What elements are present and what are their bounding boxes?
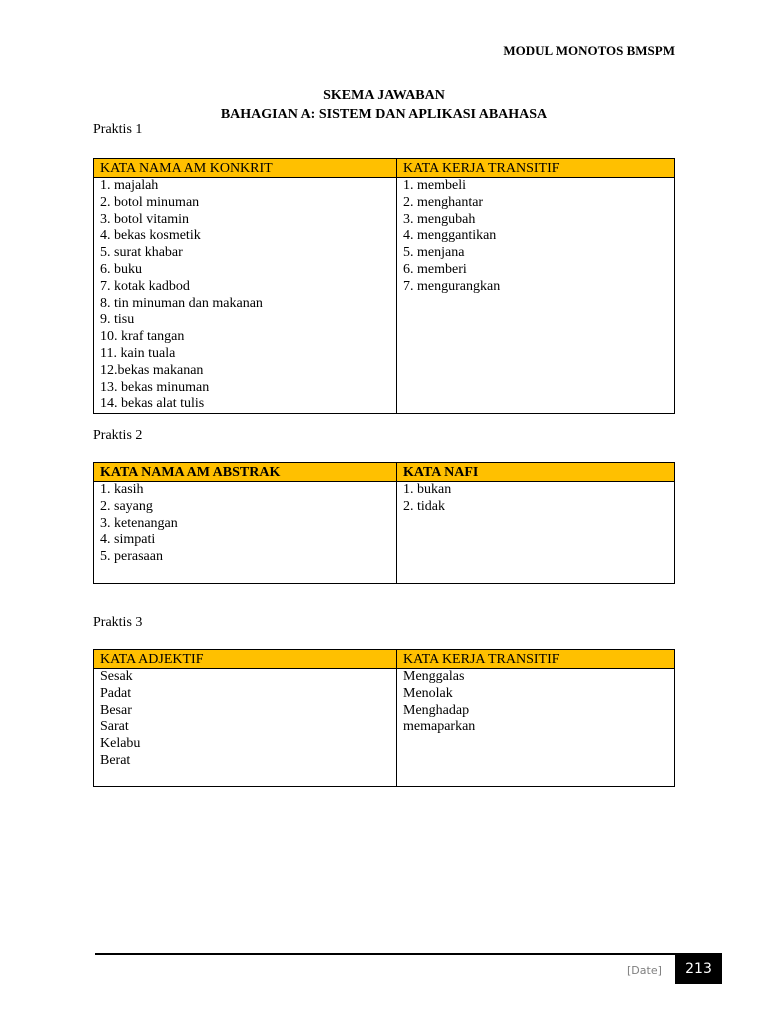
list-item: 6. memberi xyxy=(403,261,467,277)
list-item: 14. bekas alat tulis xyxy=(100,396,205,412)
column-header: KATA NAMA AM KONKRIT xyxy=(94,159,397,178)
scheme-title: SKEMA JAWABAN xyxy=(323,88,445,103)
list-item: 5. perasaan xyxy=(100,549,163,565)
practice-2-label: Praktis 2 xyxy=(93,428,143,443)
module-title: MODUL MONOTOS BMSPM xyxy=(503,43,675,58)
list-item: 3. mengubah xyxy=(403,211,476,227)
list-item: 2. botol minuman xyxy=(100,194,200,210)
answer-list-left xyxy=(94,669,397,787)
list-item: 5. menjana xyxy=(403,245,465,261)
list-item: 11. kain tuala xyxy=(100,345,176,361)
practice-3-table xyxy=(93,649,675,787)
list-item: 2. menghantar xyxy=(403,194,484,210)
list-item: 1. bukan xyxy=(403,482,452,497)
column-header: KATA ADJEKTIF xyxy=(94,650,397,669)
answer-list-right xyxy=(397,669,675,787)
list-item: Padat xyxy=(100,685,132,701)
answer-list-left xyxy=(94,482,397,584)
list-item: 12.bekas makanan xyxy=(100,362,204,378)
list-item: 8. tin minuman dan makanan xyxy=(100,295,263,311)
list-item: 5. surat khabar xyxy=(100,245,183,261)
list-item: 1. majalah xyxy=(100,178,159,193)
list-item: Menggalas xyxy=(403,669,465,684)
list-item: 13. bekas minuman xyxy=(100,379,210,395)
list-item: 4. simpati xyxy=(100,532,156,548)
list-item: Menolak xyxy=(403,685,453,701)
list-item: Berat xyxy=(100,752,131,768)
list-item: Sesak xyxy=(100,669,133,684)
list-item: 9. tisu xyxy=(100,312,135,328)
list-item: 7. kotak kadbod xyxy=(100,278,190,294)
list-item: 3. ketenangan xyxy=(100,515,178,531)
table-row xyxy=(94,482,675,584)
column-header: KATA NAFI xyxy=(397,463,675,482)
table-header-row xyxy=(94,159,675,178)
list-item: Kelabu xyxy=(100,736,141,752)
list-item: 2. tidak xyxy=(403,498,445,514)
page-number: 213 xyxy=(675,953,722,984)
section-title: BAHAGIAN A: SISTEM DAN APLIKASI ABAHASA xyxy=(220,107,548,122)
list-item: 10. kraf tangan xyxy=(100,329,185,345)
practice-2-table xyxy=(93,462,675,584)
list-item: 7. mengurangkan xyxy=(403,278,501,294)
answer-list-left xyxy=(94,178,397,414)
answer-list-right xyxy=(397,178,675,414)
list-item: Menghadap xyxy=(403,702,470,718)
practice-3-label: Praktis 3 xyxy=(93,615,143,630)
footer-divider xyxy=(95,953,675,955)
footer-date: [Date] xyxy=(627,964,662,977)
title-block xyxy=(0,86,768,124)
list-item: Besar xyxy=(100,702,132,718)
practice-1-table xyxy=(93,158,675,414)
column-header: KATA KERJA TRANSITIF xyxy=(397,159,675,178)
list-item: memaparkan xyxy=(403,719,476,735)
list-item: 4. bekas kosmetik xyxy=(100,228,201,244)
list-item: 3. botol vitamin xyxy=(100,211,190,227)
list-item: 1. membeli xyxy=(403,178,466,193)
list-item: 4. menggantikan xyxy=(403,228,497,244)
column-header: KATA NAMA AM ABSTRAK xyxy=(94,463,397,482)
table-header-row xyxy=(94,650,675,669)
column-header: KATA KERJA TRANSITIF xyxy=(397,650,675,669)
practice-1-label: Praktis 1 xyxy=(93,122,143,137)
list-item: 2. sayang xyxy=(100,498,153,514)
list-item: 1. kasih xyxy=(100,482,144,497)
list-item: 6. buku xyxy=(100,261,142,277)
table-row xyxy=(94,669,675,787)
table-header-row xyxy=(94,463,675,482)
list-item: Sarat xyxy=(100,719,129,735)
answer-list-right xyxy=(397,482,675,584)
table-row xyxy=(94,178,675,414)
